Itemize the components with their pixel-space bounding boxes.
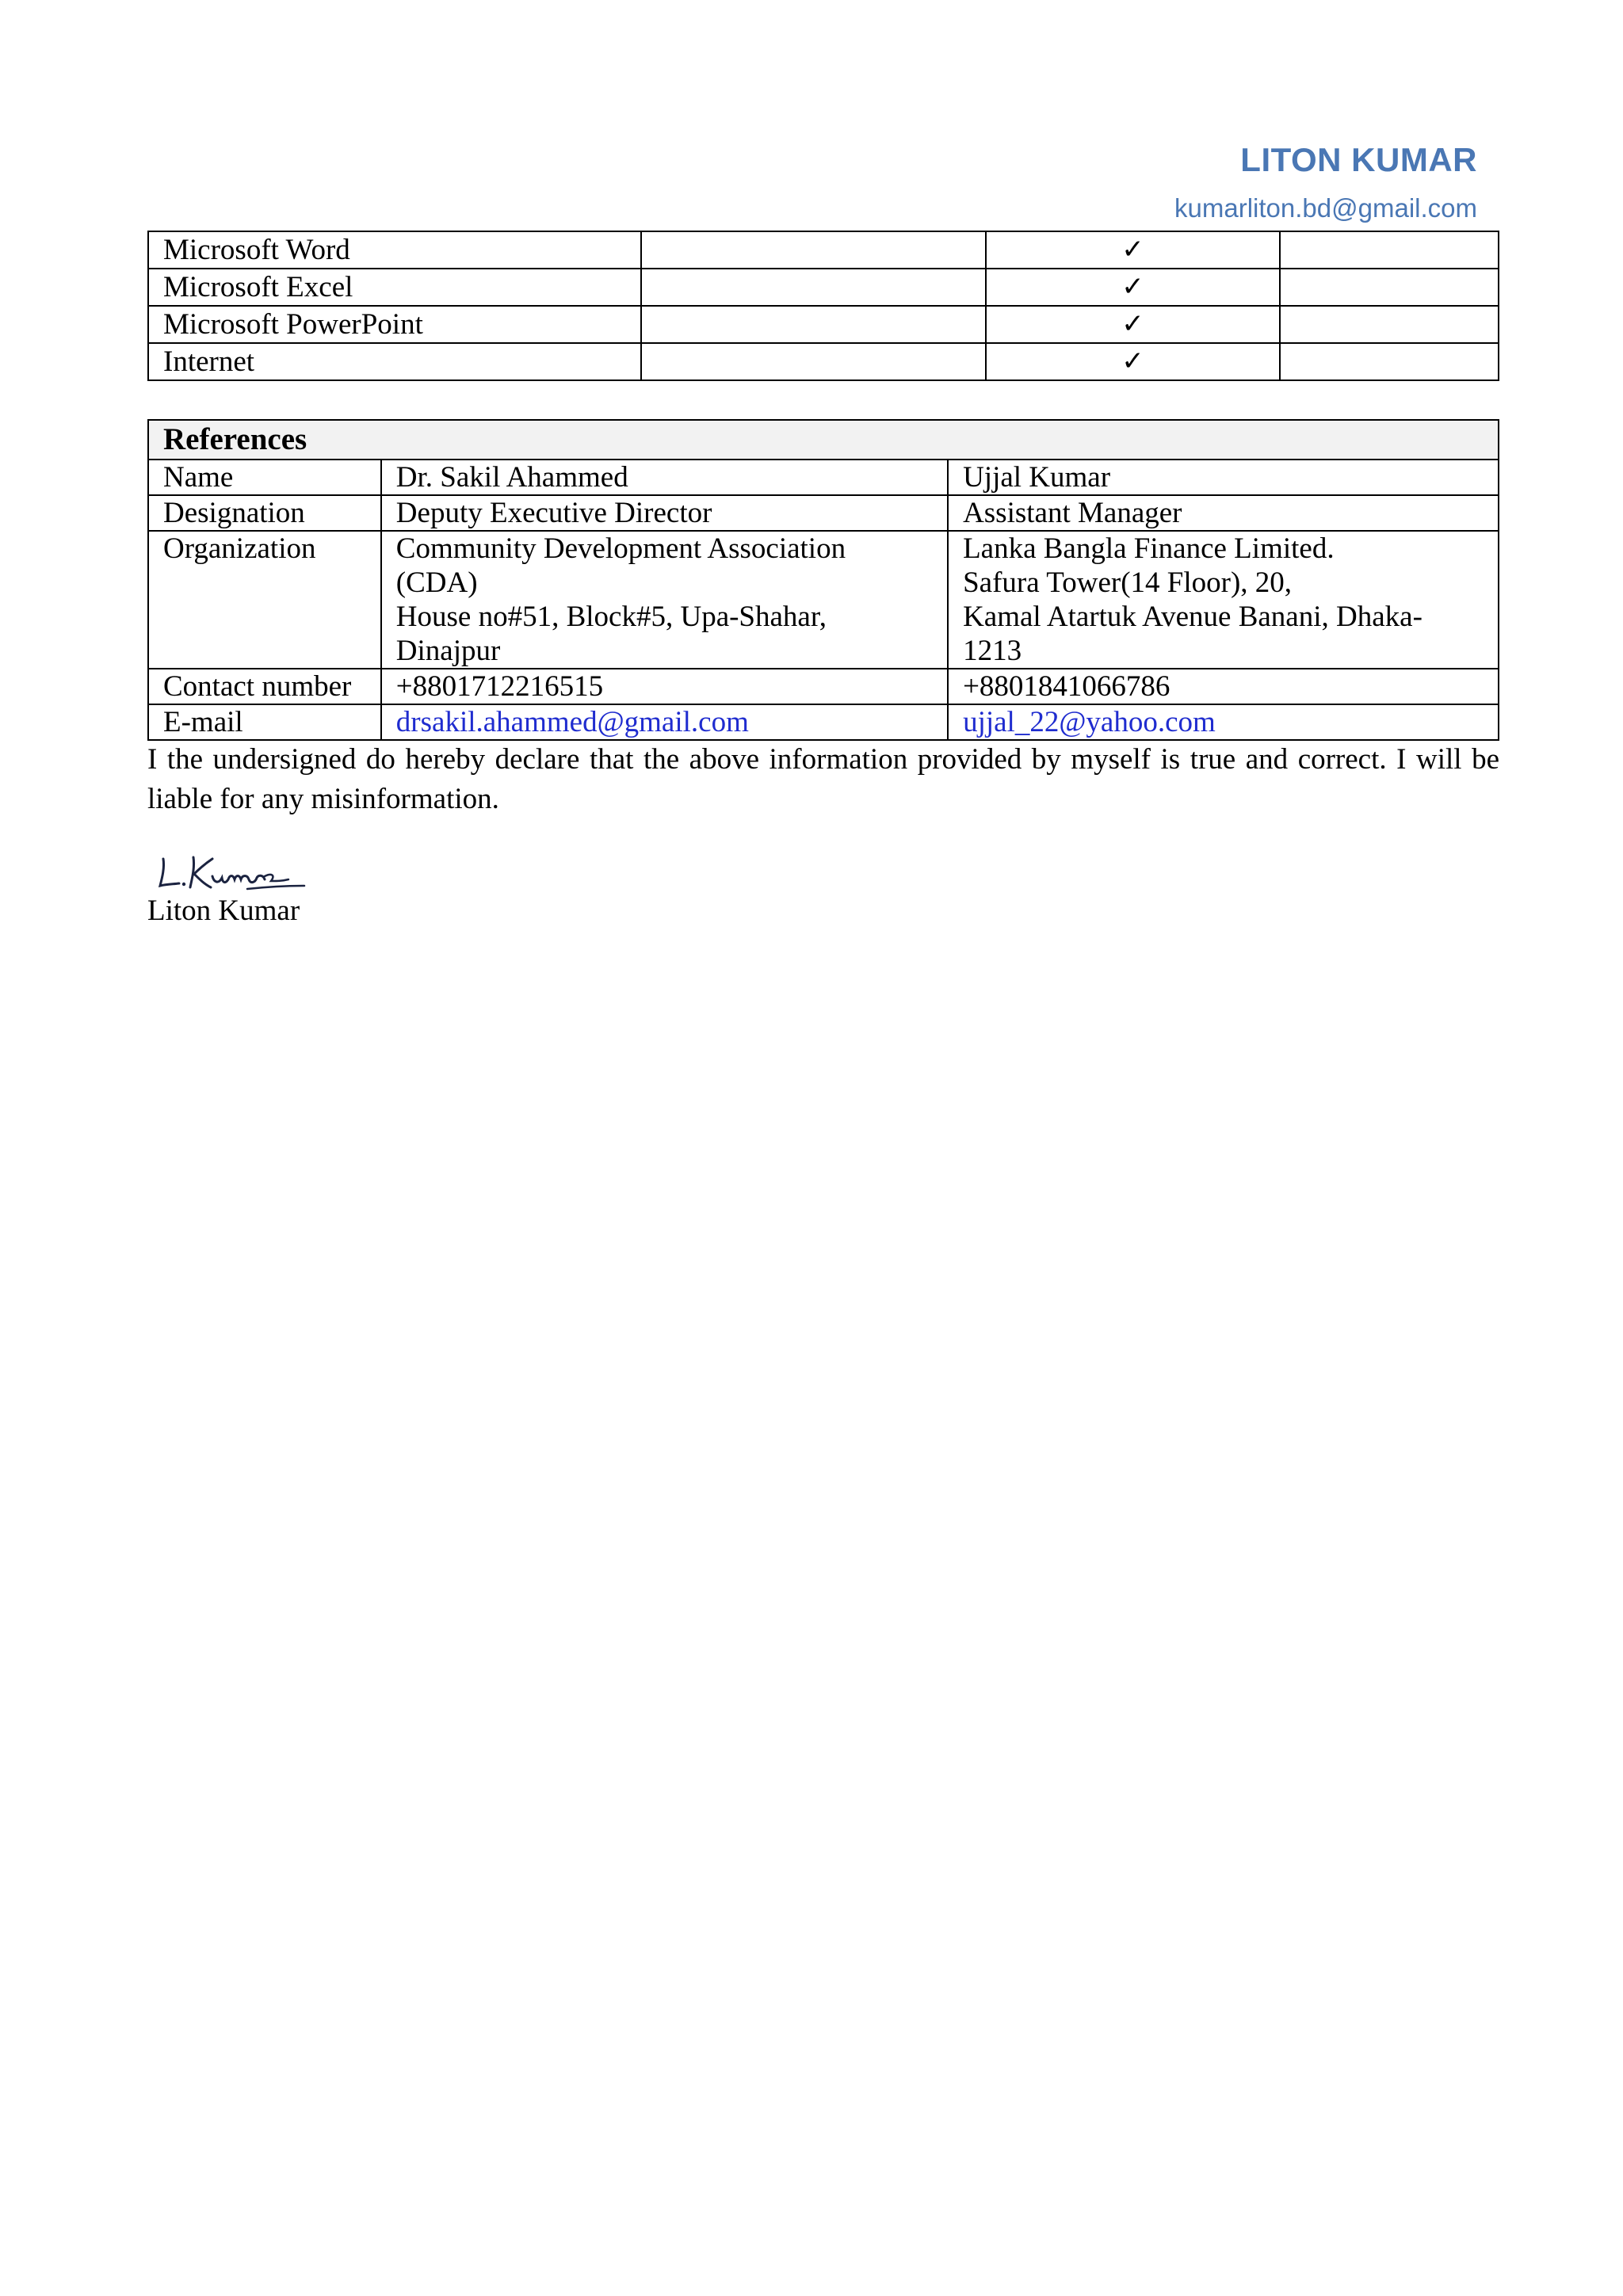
header-name: LITON KUMAR <box>1240 141 1477 178</box>
table-row <box>148 306 1499 343</box>
check-icon: ✓ <box>986 343 1281 380</box>
reference-2-email-link[interactable]: ujjal_22@yahoo.com <box>963 706 1216 738</box>
org-line: Safura Tower(14 Floor), 20, <box>963 566 1293 599</box>
org-line: House no#51, Block#5, Upa-Shahar, <box>395 601 827 633</box>
reference-2-name: Ujjal Kumar <box>948 460 1499 495</box>
reference-1-email <box>381 704 948 740</box>
skill-cell <box>1280 306 1499 343</box>
org-line: Community Development Association <box>395 532 846 565</box>
row-label: Contact number <box>148 669 381 704</box>
reference-1-contact: +8801712216515 <box>381 669 948 704</box>
references-title: References <box>148 420 1499 460</box>
skill-cell <box>641 269 985 306</box>
table-row <box>148 269 1499 306</box>
declaration-text: I the undersigned do hereby declare that the above information provided by myself is true and correct. I will be liable for any misinformation. <box>147 743 1499 815</box>
signature-image <box>152 845 311 900</box>
reference-1-email-link[interactable]: drsakil.ahammed@gmail.com <box>395 706 749 738</box>
table-row <box>148 669 1499 704</box>
computer-skills-table <box>147 231 1499 381</box>
table-row <box>148 231 1499 269</box>
check-icon: ✓ <box>986 269 1281 306</box>
skill-label: Microsoft Word <box>148 231 641 269</box>
org-line: (CDA) <box>395 566 478 599</box>
org-line: Dinajpur <box>395 635 501 667</box>
skill-cell <box>641 343 985 380</box>
table-row <box>148 531 1499 669</box>
skill-label: Internet <box>148 343 641 380</box>
reference-2-contact: +8801841066786 <box>948 669 1499 704</box>
check-icon: ✓ <box>986 231 1281 269</box>
reference-1-organization <box>381 531 948 669</box>
row-label: E-mail <box>148 704 381 740</box>
org-line: Lanka Bangla Finance Limited. <box>963 532 1335 565</box>
reference-2-email <box>948 704 1499 740</box>
skill-cell <box>1280 231 1499 269</box>
skill-cell <box>641 231 985 269</box>
row-label: Name <box>148 460 381 495</box>
skill-cell <box>1280 269 1499 306</box>
skill-label: Microsoft Excel <box>148 269 641 306</box>
signer-name: Liton Kumar <box>147 894 300 927</box>
row-label: Organization <box>148 531 381 669</box>
references-table <box>147 419 1499 741</box>
skill-label: Microsoft PowerPoint <box>148 306 641 343</box>
row-label: Designation <box>148 495 381 531</box>
header-email: kumarliton.bd@gmail.com <box>1174 193 1477 223</box>
reference-2-organization <box>948 531 1499 669</box>
org-line: Kamal Atartuk Avenue Banani, Dhaka- <box>963 601 1423 633</box>
table-row <box>148 420 1499 460</box>
reference-1-name: Dr. Sakil Ahammed <box>381 460 948 495</box>
reference-2-designation: Assistant Manager <box>948 495 1499 531</box>
skill-cell <box>641 306 985 343</box>
reference-1-designation: Deputy Executive Director <box>381 495 948 531</box>
table-row <box>148 460 1499 495</box>
skill-cell <box>1280 343 1499 380</box>
table-row <box>148 704 1499 740</box>
table-row <box>148 343 1499 380</box>
check-icon: ✓ <box>986 306 1281 343</box>
org-line: 1213 <box>963 635 1022 667</box>
table-row <box>148 495 1499 531</box>
